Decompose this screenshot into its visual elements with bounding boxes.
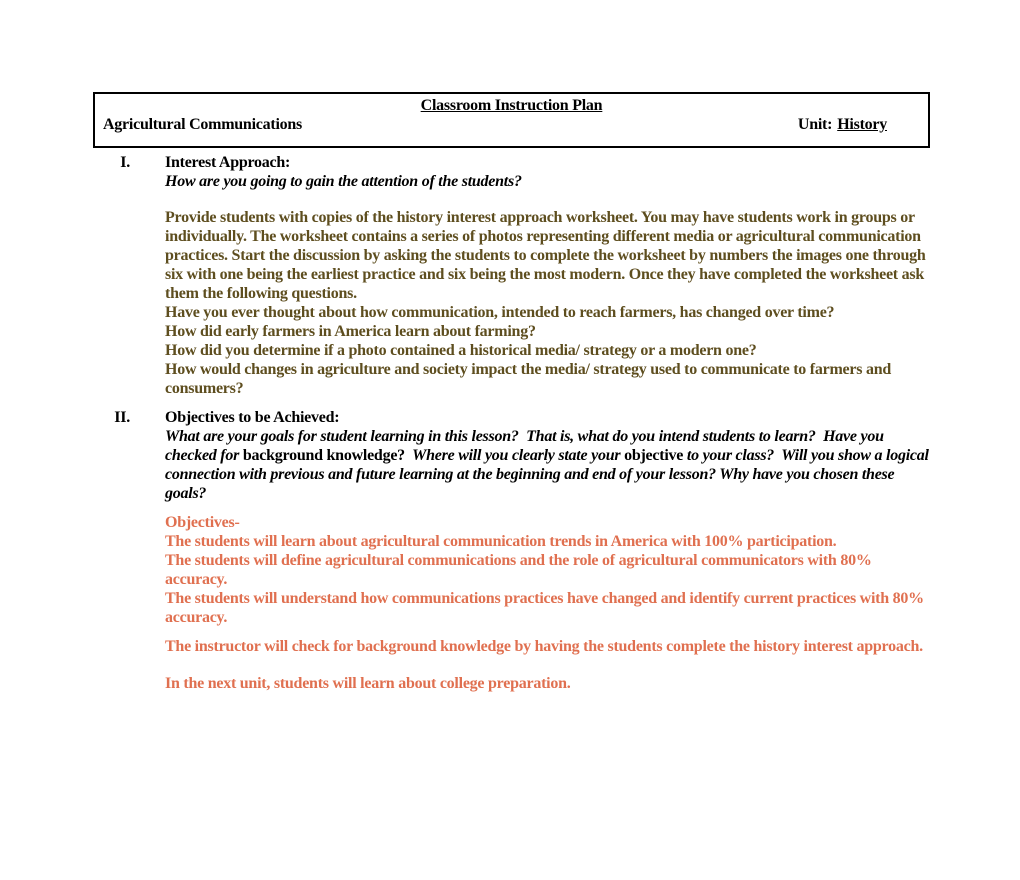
spacer — [165, 627, 930, 637]
unit-label: Unit: — [797, 116, 833, 133]
objective-item: The students will define agricultural communications and the role of agricultural communicators with 80% accuracy. — [165, 552, 872, 588]
objective-item: The students will learn about agricultural communication trends in America with 100% participation. — [165, 533, 837, 550]
unit-field — [798, 115, 887, 134]
section-objectives — [93, 408, 933, 693]
prompt-segment-emphasis: background knowledge? — [242, 447, 405, 464]
section-2-prompt — [165, 427, 933, 503]
spacer — [165, 656, 930, 674]
prompt-segment-emphasis: objective — [624, 447, 684, 464]
background-knowledge-note: The instructor will check for background knowledge by having the students complete the history interest approach. — [165, 638, 923, 655]
section-1-numeral: I. — [120, 154, 130, 171]
section-1-heading: Interest Approach: — [165, 154, 291, 171]
prompt-segment: Where will you clearly state your — [404, 447, 625, 464]
section-2-content — [165, 408, 933, 693]
unit-value: History — [837, 116, 887, 133]
objective-item: The students will understand how communications practices have changed and identify current practices with 80% accuracy. — [165, 590, 924, 626]
prompt-segment: to your class? Will you show a logical connection with previous and future learning at the beginning and end of your lesson? Why have you chosen these goals? — [165, 447, 933, 502]
header-row — [103, 115, 920, 134]
interest-approach-body: Provide students with copies of the history interest approach worksheet. You may have students work in groups or individually. The worksheet contains a series of photos representing different media or agricultural communication practices. Start the discussion by asking the students to complete the worksheet by numbers the images one through six with one being the earliest practice and six being the most modern. Once they have completed the worksheet ask them the following questions. — [165, 209, 926, 302]
section-interest-approach — [93, 153, 930, 398]
spacer — [165, 503, 930, 513]
spacer — [165, 191, 930, 208]
discussion-question: How did you determine if a photo contained a historical media/ strategy or a modern one? — [165, 342, 757, 359]
plan-title: Classroom Instruction Plan — [420, 97, 603, 114]
discussion-question: Have you ever thought about how communication, intended to reach farmers, has changed over time? — [165, 304, 835, 321]
header-box — [93, 92, 930, 148]
prompt-segment: What are your goals for student learning in this lesson? That is, what do you intend students to learn? Have you checked for — [165, 428, 888, 464]
discussion-question: How would changes in agriculture and society impact the media/ strategy used to communicate to farmers and consumers? — [165, 361, 892, 397]
section-1-prompt: How are you going to gain the attention of the students? — [165, 173, 522, 190]
discussion-question: How did early farmers in America learn about farming? — [165, 323, 536, 340]
objectives-label: Objectives- — [165, 514, 240, 531]
section-2-numeral: II. — [114, 409, 130, 426]
next-unit-note: In the next unit, students will learn about college preparation. — [165, 675, 571, 692]
section-1-content — [165, 153, 930, 398]
section-2-heading: Objectives to be Achieved: — [165, 409, 340, 426]
document-page — [93, 92, 933, 693]
course-name: Agricultural Communications — [103, 116, 303, 133]
